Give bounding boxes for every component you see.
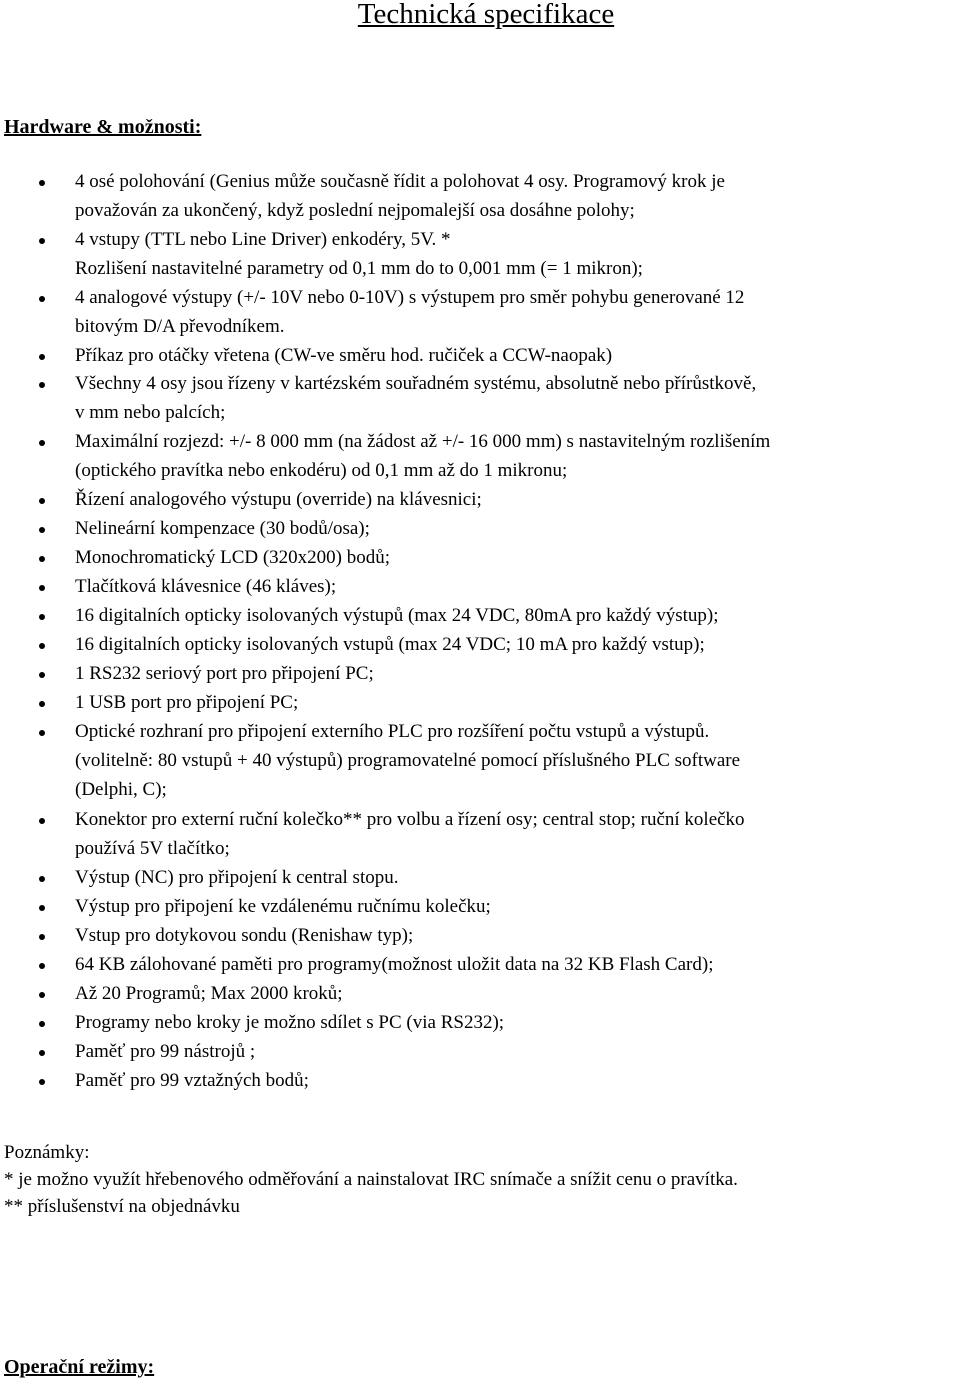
list-item-line: 4 osé polohování (Genius může současně řídit a polohovat 4 osy. Programový krok je: [75, 171, 725, 192]
list-item: [75, 722, 740, 809]
list-item-line: 16 digitalních opticky isolovaných výstupů (max 24 VDC, 80mA pro každý výstup);: [75, 605, 719, 626]
list-item: [75, 955, 713, 984]
bullet-icon: [39, 876, 45, 882]
bullet-icon: [39, 992, 45, 998]
bullet-icon: [39, 296, 45, 302]
list-item-line: 1 RS232 seriový port pro připojení PC;: [75, 663, 374, 684]
list-item: [75, 664, 374, 693]
list-item: [75, 926, 413, 955]
list-item-line: Výstup (NC) pro připojení k central stopu.: [75, 867, 399, 888]
bullet-icon: [39, 963, 45, 969]
list-item-line: používá 5V tlačítko;: [75, 838, 230, 859]
bullet-icon: [39, 818, 45, 824]
list-item-line: Paměť pro 99 vztažných bodů;: [75, 1070, 309, 1091]
list-item: [75, 1071, 309, 1100]
bullet-icon: [39, 1079, 45, 1085]
list-item: [75, 548, 390, 577]
bullet-icon: [39, 614, 45, 620]
list-item: [75, 897, 491, 926]
list-item-line: (optického pravítka nebo enkodéru) od 0,1 mm až do 1 mikronu;: [75, 460, 568, 481]
list-item: [75, 490, 482, 519]
list-item-line: Tlačítková klávesnice (46 kláves);: [75, 576, 337, 597]
list-item: [75, 635, 705, 664]
list-item-line: Všechny 4 osy jsou řízeny v kartézském souřadném systému, absolutně nebo přírůstkově,: [75, 373, 757, 394]
list-item: [75, 868, 398, 897]
list-item-line: Konektor pro externí ruční kolečko** pro volbu a řízení osy; central stop; ruční kolečko: [75, 809, 745, 830]
list-item-line: v mm nebo palcích;: [75, 402, 226, 423]
notes-label: Poznámky:: [4, 1142, 90, 1163]
list-item: [75, 1013, 504, 1042]
bullet-icon: [39, 643, 45, 649]
list-item-line: Programy nebo kroky je možno sdílet s PC (via RS232);: [75, 1012, 505, 1033]
list-item: [75, 606, 718, 635]
list-item-line: 4 analogové výstupy (+/- 10V nebo 0-10V) s výstupem pro směr pohybu generované 12: [75, 287, 745, 308]
list-item-line: Monochromatický LCD (320x200) bodů;: [75, 547, 391, 568]
list-item-line: Vstup pro dotykovou sondu (Renishaw typ);: [75, 925, 414, 946]
bullet-icon: [39, 585, 45, 591]
list-item-line: považován za ukončený, když poslední nejpomalejší osa dosáhne polohy;: [75, 200, 635, 221]
bullet-icon: [39, 527, 45, 533]
list-item: [75, 519, 370, 548]
list-item-line: 16 digitalních opticky isolovaných vstupů (max 24 VDC; 10 mA pro každý vstup);: [75, 634, 705, 655]
list-item-line: Rozlišení nastavitelné parametry od 0,1 mm do to 0,001 mm (= 1 mikron);: [75, 258, 643, 279]
list-item-line: Až 20 Programů; Max 2000 kroků;: [75, 983, 343, 1004]
bullet-icon: [39, 440, 45, 446]
bullet-icon: [39, 672, 45, 678]
list-item: [75, 374, 756, 432]
bullet-icon: [39, 905, 45, 911]
list-item: [75, 984, 343, 1013]
list-item-line: Paměť pro 99 nástrojů ;: [75, 1041, 256, 1062]
list-item-line: Řízení analogového výstupu (override) na klávesnici;: [75, 489, 482, 510]
list-item-line: 64 KB zálohované paměti pro programy(možnost uložit data na 32 KB Flash Card);: [75, 954, 714, 975]
bullet-icon: [39, 382, 45, 388]
list-item: [75, 288, 744, 346]
bullet-icon: [39, 354, 45, 360]
list-item: [75, 432, 770, 490]
list-item: [75, 172, 725, 230]
page-title: Technická specifikace: [357, 0, 615, 30]
list-item: [75, 693, 298, 722]
note-2: ** příslušenství na objednávku: [4, 1196, 240, 1217]
bullet-icon: [39, 701, 45, 707]
list-item: [75, 230, 643, 288]
list-item: [75, 1042, 255, 1071]
list-item-line: Nelineární kompenzace (30 bodů/osa);: [75, 518, 370, 539]
bullet-icon: [39, 180, 45, 186]
list-item-line: 1 USB port pro připojení PC;: [75, 692, 299, 713]
list-item-line: bitovým D/A převodníkem.: [75, 316, 285, 337]
list-item-line: Výstup pro připojení ke vzdálenému ručnímu kolečku;: [75, 896, 491, 917]
bullet-icon: [39, 1021, 45, 1027]
list-item: [75, 577, 336, 606]
list-item-line: (Delphi, C);: [75, 779, 167, 800]
note-1: * je možno využít hřebenového odměřování a nainstalovat IRC snímače a snížit cenu o pravítka.: [4, 1169, 738, 1190]
list-item-line: (volitelně: 80 vstupů + 40 výstupů) programovatelné pomocí příslušného PLC software: [75, 750, 741, 771]
hardware-heading: Hardware & možnosti:: [4, 116, 202, 138]
list-item: [75, 346, 612, 375]
bullet-icon: [39, 556, 45, 562]
bullet-icon: [39, 730, 45, 736]
list-item-line: Maximální rozjezd: +/- 8 000 mm (na žádost až +/- 16 000 mm) s nastavitelným rozlišením: [75, 431, 771, 452]
operation-heading: Operační režimy:: [4, 1356, 155, 1378]
list-item-line: 4 vstupy (TTL nebo Line Driver) enkodéry, 5V. *: [75, 229, 451, 250]
bullet-icon: [39, 1050, 45, 1056]
list-item-line: Příkaz pro otáčky vřetena (CW-ve směru hod. ručiček a CCW-naopak): [75, 345, 613, 366]
list-item-line: Optické rozhraní pro připojení externího PLC pro rozšíření počtu vstupů a výstupů.: [75, 721, 710, 742]
bullet-icon: [39, 934, 45, 940]
bullet-icon: [39, 238, 45, 244]
notes-section: [4, 1143, 738, 1224]
bullet-icon: [39, 498, 45, 504]
list-item: [75, 810, 745, 868]
